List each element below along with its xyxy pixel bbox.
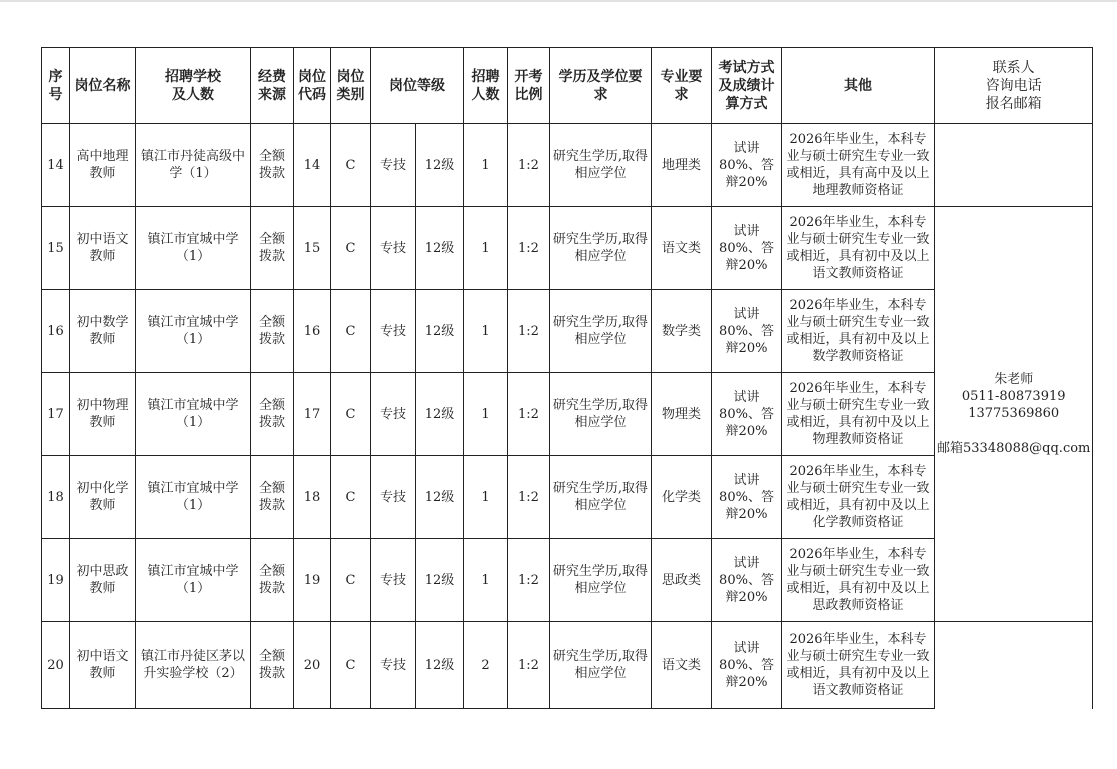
cell-funding: 全额拨款 bbox=[251, 207, 294, 290]
cell-major: 语文类 bbox=[652, 207, 712, 290]
cell-education: 研究生学历,取得相应学位 bbox=[550, 456, 652, 539]
cell-school: 镇江市宜城中学（1） bbox=[136, 456, 251, 539]
header-hire-count: 招聘人数 bbox=[464, 48, 508, 124]
cell-major: 地理类 bbox=[652, 124, 712, 207]
cell-level: 12级 bbox=[416, 456, 464, 539]
header-major: 专业要求 bbox=[652, 48, 712, 124]
contact-phone-1: 0511-80873919 bbox=[961, 389, 1066, 404]
cell-post-type: C bbox=[331, 207, 371, 290]
cell-education: 研究生学历,取得相应学位 bbox=[550, 539, 652, 622]
cell-funding: 全额拨款 bbox=[251, 622, 294, 709]
cell-exam-ratio: 1:2 bbox=[508, 124, 550, 207]
header-exam-method: 考试方式及成绩计算方式 bbox=[712, 48, 782, 124]
cell-level: 12级 bbox=[416, 290, 464, 373]
cell-post-type: C bbox=[331, 622, 371, 709]
cell-post-code: 17 bbox=[294, 373, 331, 456]
header-post-type: 岗位类别 bbox=[331, 48, 371, 124]
cell-major: 数学类 bbox=[652, 290, 712, 373]
cell-major: 物理类 bbox=[652, 373, 712, 456]
cell-level: 12级 bbox=[416, 373, 464, 456]
cell-exam-method: 试讲80%、答辩20% bbox=[712, 539, 782, 622]
cell-contact-empty bbox=[935, 622, 1093, 709]
table-row bbox=[42, 207, 1093, 290]
cell-level: 12级 bbox=[416, 124, 464, 207]
cell-funding: 全额拨款 bbox=[251, 539, 294, 622]
cell-exam-method: 试讲80%、答辩20% bbox=[712, 456, 782, 539]
cell-other: 2026年毕业生，本科专业与硕士研究生专业一致或相近，具有高中及以上地理教师资格证 bbox=[782, 124, 935, 207]
cell-seq: 14 bbox=[42, 124, 70, 207]
cell-hire-count: 1 bbox=[464, 456, 508, 539]
cell-level: 12级 bbox=[416, 622, 464, 709]
cell-other: 2026年毕业生，本科专业与硕士研究生专业一致或相近，具有初中及以上物理教师资格证 bbox=[782, 373, 935, 456]
recruitment-table bbox=[41, 47, 1093, 709]
cell-level: 12级 bbox=[416, 539, 464, 622]
cell-exam-ratio: 1:2 bbox=[508, 456, 550, 539]
table-header-row bbox=[42, 48, 1093, 124]
cell-major: 化学类 bbox=[652, 456, 712, 539]
cell-post-code: 15 bbox=[294, 207, 331, 290]
cell-other: 2026年毕业生，本科专业与硕士研究生专业一致或相近，具有初中及以上语文教师资格证 bbox=[782, 207, 935, 290]
header-post-name: 岗位名称 bbox=[70, 48, 136, 124]
cell-level-category: 专技 bbox=[371, 124, 416, 207]
cell-exam-method: 试讲80%、答辩20% bbox=[712, 207, 782, 290]
header-contact: 联系人 咨询电话 报名邮箱 bbox=[935, 48, 1093, 124]
cell-post-type: C bbox=[331, 456, 371, 539]
cell-funding: 全额拨款 bbox=[251, 124, 294, 207]
cell-education: 研究生学历,取得相应学位 bbox=[550, 207, 652, 290]
cell-level-category: 专技 bbox=[371, 373, 416, 456]
cell-education: 研究生学历,取得相应学位 bbox=[550, 622, 652, 709]
cell-hire-count: 2 bbox=[464, 622, 508, 709]
cell-exam-ratio: 1:2 bbox=[508, 290, 550, 373]
cell-seq: 17 bbox=[42, 373, 70, 456]
cell-funding: 全额拨款 bbox=[251, 373, 294, 456]
cell-post-type: C bbox=[331, 373, 371, 456]
header-post-level: 岗位等级 bbox=[371, 48, 464, 124]
cell-contact bbox=[935, 207, 1093, 622]
cell-other: 2026年毕业生，本科专业与硕士研究生专业一致或相近，具有初中及以上数学教师资格证 bbox=[782, 290, 935, 373]
cell-post-type: C bbox=[331, 124, 371, 207]
cell-major: 语文类 bbox=[652, 622, 712, 709]
cell-post-code: 14 bbox=[294, 124, 331, 207]
cell-hire-count: 1 bbox=[464, 373, 508, 456]
cell-level: 12级 bbox=[416, 207, 464, 290]
cell-post-name: 初中思政教师 bbox=[70, 539, 136, 622]
header-seq: 序号 bbox=[42, 48, 70, 124]
header-exam-ratio: 开考比例 bbox=[508, 48, 550, 124]
cell-hire-count: 1 bbox=[464, 207, 508, 290]
cell-funding: 全额拨款 bbox=[251, 290, 294, 373]
cell-exam-method: 试讲80%、答辩20% bbox=[712, 373, 782, 456]
cell-education: 研究生学历,取得相应学位 bbox=[550, 290, 652, 373]
cell-seq: 18 bbox=[42, 456, 70, 539]
header-school: 招聘学校 及人数 bbox=[136, 48, 251, 124]
cell-post-code: 16 bbox=[294, 290, 331, 373]
cell-post-name: 初中语文教师 bbox=[70, 207, 136, 290]
cell-exam-ratio: 1:2 bbox=[508, 622, 550, 709]
cell-seq: 16 bbox=[42, 290, 70, 373]
cell-seq: 15 bbox=[42, 207, 70, 290]
cell-education: 研究生学历,取得相应学位 bbox=[550, 124, 652, 207]
cell-level-category: 专技 bbox=[371, 207, 416, 290]
cell-level-category: 专技 bbox=[371, 290, 416, 373]
cell-post-type: C bbox=[331, 539, 371, 622]
contact-name: 朱老师 bbox=[994, 372, 1034, 387]
cell-seq: 19 bbox=[42, 539, 70, 622]
table-row bbox=[42, 622, 1093, 709]
cell-post-name: 初中物理教师 bbox=[70, 373, 136, 456]
cell-post-code: 19 bbox=[294, 539, 331, 622]
cell-post-name: 初中数学教师 bbox=[70, 290, 136, 373]
top-divider bbox=[0, 0, 1117, 2]
cell-major: 思政类 bbox=[652, 539, 712, 622]
cell-post-code: 20 bbox=[294, 622, 331, 709]
contact-phone-2: 13775369860 bbox=[968, 406, 1060, 421]
cell-other: 2026年毕业生，本科专业与硕士研究生专业一致或相近，具有初中及以上思政教师资格证 bbox=[782, 539, 935, 622]
header-post-code: 岗位代码 bbox=[294, 48, 331, 124]
header-other: 其他 bbox=[782, 48, 935, 124]
cell-hire-count: 1 bbox=[464, 290, 508, 373]
cell-education: 研究生学历,取得相应学位 bbox=[550, 373, 652, 456]
cell-post-code: 18 bbox=[294, 456, 331, 539]
cell-school: 镇江市宜城中学（1） bbox=[136, 207, 251, 290]
contact-email: 邮箱53348088@qq.com bbox=[937, 441, 1091, 456]
cell-exam-ratio: 1:2 bbox=[508, 207, 550, 290]
cell-other: 2026年毕业生，本科专业与硕士研究生专业一致或相近，具有初中及以上语文教师资格证 bbox=[782, 622, 935, 709]
cell-seq: 20 bbox=[42, 622, 70, 709]
header-education: 学历及学位要求 bbox=[550, 48, 652, 124]
cell-exam-method: 试讲80%、答辩20% bbox=[712, 124, 782, 207]
cell-school: 镇江市宜城中学（1） bbox=[136, 290, 251, 373]
cell-contact-empty bbox=[935, 124, 1093, 207]
cell-school: 镇江市丹徒高级中学（1） bbox=[136, 124, 251, 207]
cell-school: 镇江市丹徒区茅以升实验学校（2） bbox=[136, 622, 251, 709]
cell-post-name: 高中地理教师 bbox=[70, 124, 136, 207]
cell-post-name: 初中语文教师 bbox=[70, 622, 136, 709]
cell-other: 2026年毕业生，本科专业与硕士研究生专业一致或相近，具有初中及以上化学教师资格证 bbox=[782, 456, 935, 539]
cell-school: 镇江市宜城中学（1） bbox=[136, 373, 251, 456]
cell-exam-ratio: 1:2 bbox=[508, 539, 550, 622]
cell-post-type: C bbox=[331, 290, 371, 373]
cell-school: 镇江市宜城中学（1） bbox=[136, 539, 251, 622]
table-row bbox=[42, 124, 1093, 207]
cell-level-category: 专技 bbox=[371, 622, 416, 709]
header-funding: 经费来源 bbox=[251, 48, 294, 124]
cell-funding: 全额拨款 bbox=[251, 456, 294, 539]
cell-level-category: 专技 bbox=[371, 456, 416, 539]
cell-exam-ratio: 1:2 bbox=[508, 373, 550, 456]
cell-exam-method: 试讲80%、答辩20% bbox=[712, 290, 782, 373]
cell-exam-method: 试讲80%、答辩20% bbox=[712, 622, 782, 709]
cell-post-name: 初中化学教师 bbox=[70, 456, 136, 539]
cell-hire-count: 1 bbox=[464, 539, 508, 622]
cell-hire-count: 1 bbox=[464, 124, 508, 207]
cell-level-category: 专技 bbox=[371, 539, 416, 622]
